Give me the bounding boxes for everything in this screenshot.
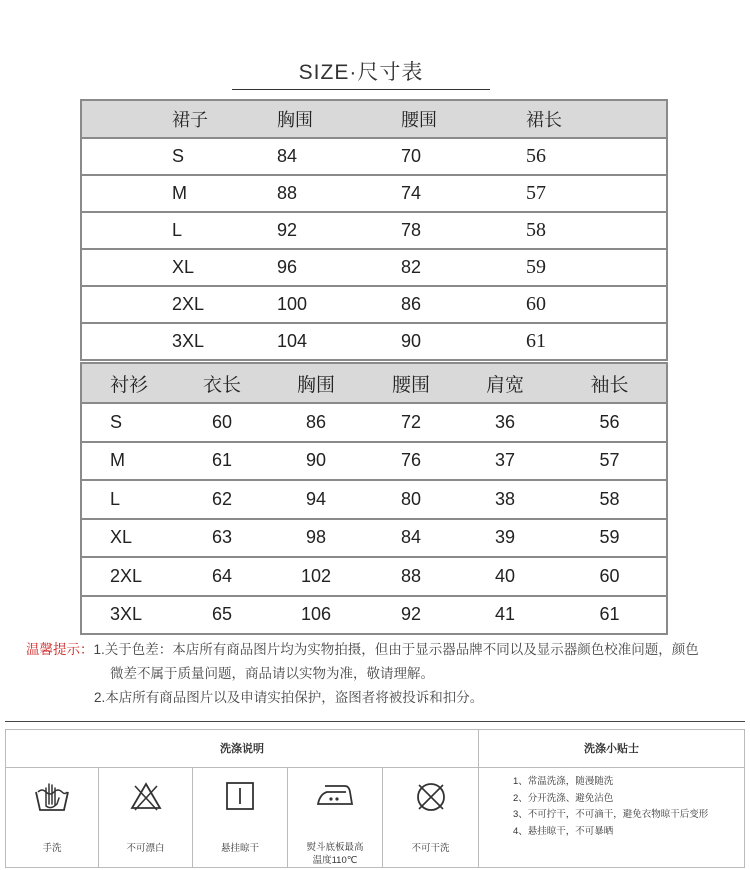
table-cell: 94 bbox=[267, 480, 365, 519]
table-cell: 37 bbox=[457, 442, 553, 481]
table-cell: 62 bbox=[177, 480, 267, 519]
table-cell: 98 bbox=[267, 519, 365, 558]
table-cell: 96 bbox=[271, 249, 396, 286]
table-cell: 84 bbox=[365, 519, 457, 558]
table-cell: 58 bbox=[553, 480, 667, 519]
table-cell: M bbox=[81, 442, 177, 481]
table-cell: 78 bbox=[396, 212, 516, 249]
skirt-header-row bbox=[81, 100, 667, 138]
table-cell: 106 bbox=[267, 596, 365, 635]
table-cell: 72 bbox=[365, 403, 457, 442]
table-cell: XL bbox=[81, 249, 271, 286]
table-cell: 88 bbox=[271, 175, 396, 212]
wash-tip: 4、悬挂晾干，不可暴晒 bbox=[513, 825, 614, 837]
table-cell: 100 bbox=[271, 286, 396, 323]
table-cell: 61 bbox=[553, 596, 667, 635]
shirt-header-cell: 袖长 bbox=[553, 363, 667, 403]
no-dry-clean-icon bbox=[414, 780, 448, 814]
notice-line-1 bbox=[26, 638, 699, 662]
table-cell: 57 bbox=[516, 175, 667, 212]
table-cell: 57 bbox=[553, 442, 667, 481]
care-item-no-dry-clean bbox=[383, 768, 479, 867]
table-cell: 64 bbox=[177, 557, 267, 596]
shirt-size-table bbox=[80, 362, 668, 635]
care-label: 手洗 bbox=[42, 843, 62, 854]
shirt-header-cell: 肩宽 bbox=[457, 363, 553, 403]
care-label: 不可漂白 bbox=[126, 843, 165, 854]
table-cell: 104 bbox=[271, 323, 396, 360]
table-cell: 63 bbox=[177, 519, 267, 558]
hand-wash-icon bbox=[32, 780, 72, 814]
care-label-line: 熨斗底板最高 温度110℃ bbox=[306, 842, 364, 866]
wash-tip: 1、常温洗涤，随漫随洗 bbox=[513, 776, 614, 787]
shirt-header-cell: 腰围 bbox=[365, 363, 457, 403]
table-cell: 60 bbox=[516, 286, 667, 323]
notice-line-2: 微差不属于质量问题，商品请以实物为准，敬请理解。 bbox=[110, 666, 434, 681]
notice-label: 温馨提示： bbox=[26, 642, 94, 657]
table-cell: 36 bbox=[457, 403, 553, 442]
table-cell: 40 bbox=[457, 557, 553, 596]
table-cell: 39 bbox=[457, 519, 553, 558]
table-cell: 74 bbox=[396, 175, 516, 212]
table-cell: 56 bbox=[553, 403, 667, 442]
table-cell: 92 bbox=[365, 596, 457, 635]
care-header-right: 洗涤小贴士 bbox=[479, 730, 744, 768]
table-cell: 70 bbox=[396, 138, 516, 175]
table-cell: 61 bbox=[177, 442, 267, 481]
table-cell: 65 bbox=[177, 596, 267, 635]
table-cell: L bbox=[81, 480, 177, 519]
table-row bbox=[81, 175, 667, 212]
table-cell: 58 bbox=[516, 212, 667, 249]
table-cell: 2XL bbox=[81, 286, 271, 323]
table-cell: 41 bbox=[457, 596, 553, 635]
table-cell: 76 bbox=[365, 442, 457, 481]
table-cell: 3XL bbox=[81, 596, 177, 635]
hang-dry-icon bbox=[224, 780, 256, 812]
table-cell: 61 bbox=[516, 323, 667, 360]
skirt-header-cell: 裙长 bbox=[516, 100, 667, 138]
table-row bbox=[81, 212, 667, 249]
skirt-header-cell: 裙子 bbox=[81, 100, 271, 138]
no-bleach-icon bbox=[129, 780, 163, 812]
table-row bbox=[81, 138, 667, 175]
section-divider bbox=[5, 721, 745, 722]
table-cell: M bbox=[81, 175, 271, 212]
notice-text-1: 1.关于色差：本店所有商品图片均为实物拍摄，但由于显示器品牌不同以及显示器颜色校准问题，颜色 bbox=[93, 642, 699, 657]
table-cell: 88 bbox=[365, 557, 457, 596]
table-cell: 60 bbox=[553, 557, 667, 596]
care-item-hand-wash bbox=[6, 768, 99, 867]
shirt-header-row bbox=[81, 363, 667, 403]
table-cell: 2XL bbox=[81, 557, 177, 596]
page-title: SIZE·尺寸表 bbox=[298, 61, 424, 84]
table-cell: 59 bbox=[516, 249, 667, 286]
table-cell: 90 bbox=[267, 442, 365, 481]
shirt-header-cell: 衣长 bbox=[177, 363, 267, 403]
table-cell: 80 bbox=[365, 480, 457, 519]
table-row bbox=[81, 442, 667, 481]
care-label bbox=[288, 841, 382, 867]
skirt-header-cell: 胸围 bbox=[271, 100, 396, 138]
table-cell: 38 bbox=[457, 480, 553, 519]
table-cell: 84 bbox=[271, 138, 396, 175]
wash-tip: 2、分开洗涤、避免沾色 bbox=[513, 792, 614, 804]
table-cell: 92 bbox=[271, 212, 396, 249]
table-cell: 86 bbox=[267, 403, 365, 442]
skirt-size-table bbox=[80, 99, 668, 361]
care-instructions-panel bbox=[5, 729, 745, 868]
table-row bbox=[81, 286, 667, 323]
table-cell: 60 bbox=[177, 403, 267, 442]
table-row bbox=[81, 557, 667, 596]
table-row bbox=[81, 519, 667, 558]
table-row bbox=[81, 403, 667, 442]
care-item-iron bbox=[288, 768, 383, 867]
care-item-no-bleach bbox=[99, 768, 193, 867]
care-item-hang-dry bbox=[193, 768, 288, 867]
table-cell: 102 bbox=[267, 557, 365, 596]
table-cell: S bbox=[81, 138, 271, 175]
care-label: 悬挂晾干 bbox=[220, 843, 259, 854]
table-row bbox=[81, 323, 667, 360]
table-cell: 59 bbox=[553, 519, 667, 558]
care-header-left: 洗涤说明 bbox=[6, 730, 479, 768]
iron-icon bbox=[315, 780, 355, 810]
shirt-header-cell: 胸围 bbox=[267, 363, 365, 403]
notice-line-3: 2.本店所有商品图片以及申请实拍保护，盗图者将被投诉和扣分。 bbox=[94, 690, 484, 705]
table-cell: L bbox=[81, 212, 271, 249]
table-cell: 82 bbox=[396, 249, 516, 286]
table-cell: S bbox=[81, 403, 177, 442]
table-row bbox=[81, 596, 667, 635]
table-cell: 90 bbox=[396, 323, 516, 360]
table-cell: 56 bbox=[516, 138, 667, 175]
wash-tip: 3、不可拧干，不可滴干，避免衣物晾干后变形 bbox=[513, 809, 709, 820]
table-cell: 3XL bbox=[81, 323, 271, 360]
table-cell: XL bbox=[81, 519, 177, 558]
shirt-header-cell: 衬衫 bbox=[81, 363, 177, 403]
skirt-header-cell: 腰围 bbox=[396, 100, 516, 138]
care-label: 不可干洗 bbox=[411, 843, 450, 854]
table-cell: 86 bbox=[396, 286, 516, 323]
table-row bbox=[81, 480, 667, 519]
wash-tips-list bbox=[479, 768, 744, 867]
title-underline bbox=[232, 89, 490, 90]
table-row bbox=[81, 249, 667, 286]
